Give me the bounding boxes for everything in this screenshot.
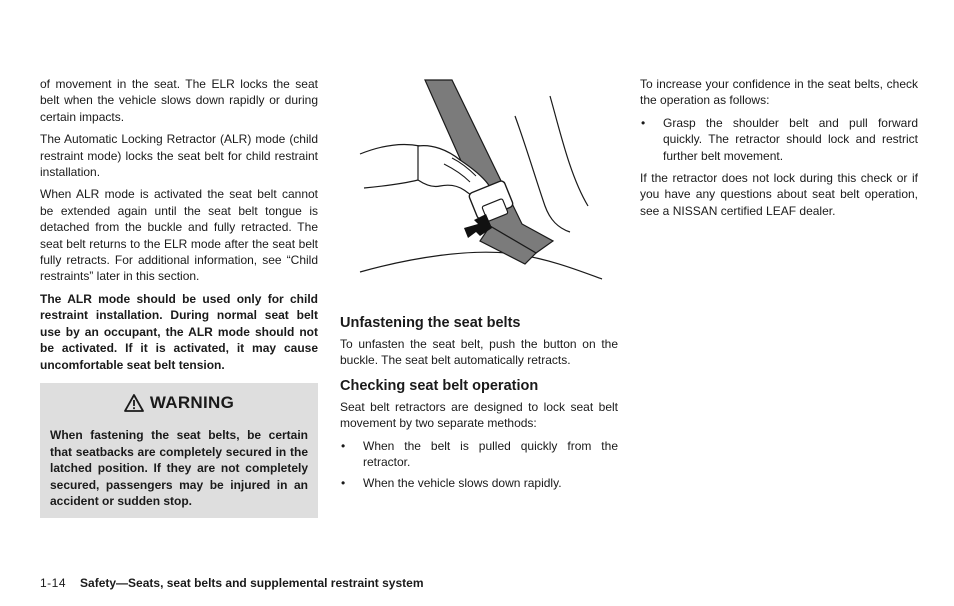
warning-header: [50, 383, 308, 423]
seat-belt-buckle-illustration: [340, 76, 618, 286]
alr-note: The ALR mode should be used only for child restraint installation. During normal seat belt use by an occupant, the ALR mode should not be activated. If it is activated, it may cause uncomfortable seat belt tension.: [40, 291, 318, 372]
warning-box: [40, 383, 318, 518]
paragraph: If the retractor does not lock during this check or if you have any questions about seat belt operation, see a NISSAN certified LEAF dealer.: [640, 171, 918, 218]
warning-text: When fastening the seat belts, be certain that seatbacks are completely secured in the latched position. If they are not completely secured, passengers may be injured in an accident or sudden stop.: [50, 427, 308, 509]
paragraph: Seat belt retractors are designed to lock seat belt movement by two separate methods:: [340, 399, 618, 431]
page-footer: [40, 576, 424, 590]
heading-unfastening: Unfastening the seat belts: [340, 315, 521, 331]
column-right: [640, 76, 918, 225]
paragraph: of movement in the seat. The ELR locks the seat belt when the vehicle slows down rapidly or during certain impacts.: [40, 77, 318, 124]
section-title: Safety—Seats, seat belts and supplemental restraint system: [80, 576, 424, 590]
paragraph: To unfasten the seat belt, push the button on the buckle. The seat belt automatically retracts.: [340, 337, 618, 368]
bullet-list: [340, 438, 618, 492]
column-middle: [340, 76, 618, 498]
warning-triangle-icon: [124, 394, 144, 412]
paragraph: The Automatic Locking Retractor (ALR) mode (child restraint mode) locks the seat belt for child restraint installation.: [40, 132, 318, 180]
bullet-list: [640, 115, 918, 164]
column-left: [40, 76, 318, 518]
paragraph: When ALR mode is activated the seat belt cannot be extended again until the seat belt tongue is detached from the buckle and fully retracted. The seat belt returns to the ELR mode after the seat belt fully retracts. For additional information, see “Child restraints” later in this section.: [40, 187, 318, 284]
warning-title: WARNING: [149, 392, 235, 412]
paragraph: To increase your confidence in the seat belts, check the operation as follows:: [640, 77, 918, 108]
heading-checking: Checking seat belt operation: [340, 377, 539, 394]
list-item: • Grasp the shoulder belt and pull forward quickly. The retractor should lock and restrict further belt movement.: [641, 115, 918, 163]
list-item: • When the vehicle slows down rapidly.: [341, 476, 562, 491]
page-number: 1-14: [40, 576, 67, 590]
list-item: • When the belt is pulled quickly from the retractor.: [341, 438, 618, 470]
